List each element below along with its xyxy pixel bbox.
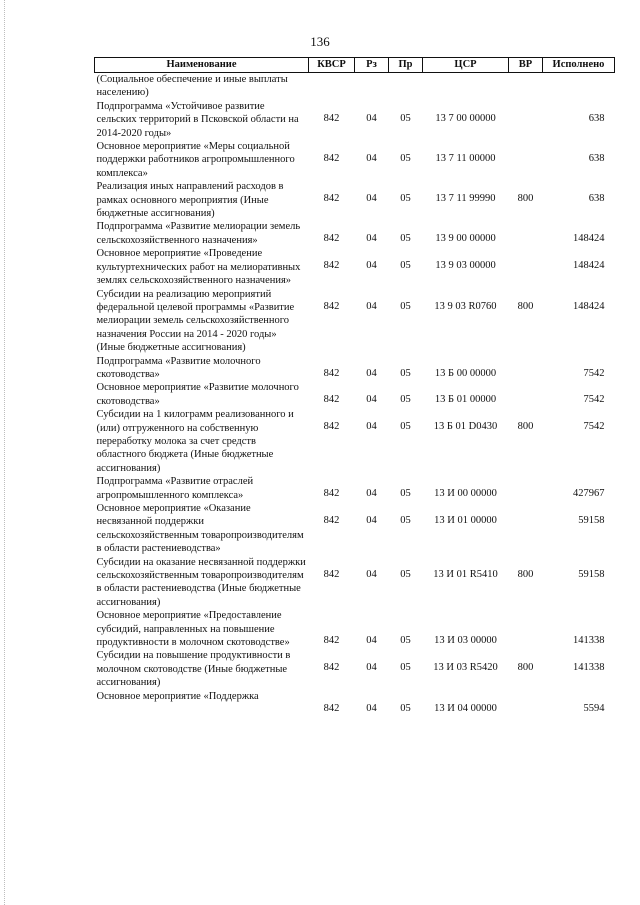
row-pr: 05 (400, 193, 411, 205)
row-name: Основное мероприятие «Меры социальной поддержки работников агропромышленного комплекса» (96, 141, 295, 179)
row-name: Основное мероприятие «Развитие молочного скотоводства» (96, 382, 299, 407)
row-executed: 148424 (573, 260, 605, 272)
row-executed: 638 (588, 193, 605, 205)
row-vr: 800 (517, 421, 534, 433)
row-csr: 13 9 00 00000 (435, 233, 496, 245)
row-name: Субсидии на 1 килограмм реализованного и (или) отгруженного на собственную переработку молока за счет средств областного бюджета (Иные бюджетные ассигнования) (96, 409, 294, 474)
row-vr: 800 (517, 193, 534, 205)
row-kvsr: 842 (323, 662, 340, 674)
table-row (95, 408, 615, 475)
row-vr (509, 100, 543, 140)
row-kvsr: 842 (323, 193, 340, 205)
row-executed: 7542 (583, 394, 605, 406)
row-pr: 05 (400, 153, 411, 165)
row-csr: 13 Б 00 00000 (434, 367, 497, 379)
table-row (95, 247, 615, 287)
table-row (95, 355, 615, 382)
row-vr: 800 (517, 662, 534, 674)
row-vr (509, 140, 543, 180)
row-name: Подпрограмма «Развитие мелиорации земель сельскохозяйственного назначения» (96, 221, 301, 246)
row-pr: 05 (400, 662, 411, 674)
row-name: Субсидии на повышение продуктивности в молочном скотоводстве (Иные бюджетные ассигнования) (96, 650, 291, 689)
row-vr (509, 220, 543, 247)
row-csr: 13 7 11 99990 (435, 193, 496, 205)
row-csr: 13 И 01 00000 (434, 515, 497, 526)
column-header-rz: Рз (355, 58, 389, 73)
row-rz: 04 (366, 568, 377, 580)
row-csr (423, 73, 509, 100)
row-kvsr: 842 (323, 702, 340, 714)
row-pr: 05 (400, 233, 411, 245)
row-kvsr: 842 (323, 300, 340, 312)
row-kvsr: 842 (323, 394, 340, 406)
table-row (95, 100, 615, 140)
row-vr (509, 355, 543, 382)
row-vr (509, 609, 543, 649)
row-kvsr: 842 (323, 260, 340, 272)
row-rz: 04 (366, 367, 377, 379)
row-rz: 04 (366, 394, 377, 406)
table-row (95, 180, 615, 220)
row-pr: 05 (400, 515, 411, 526)
row-csr: 13 7 00 00000 (435, 112, 496, 124)
row-executed: 141338 (573, 662, 605, 674)
row-name: Основное мероприятие «Проведение культуртехнических работ на мелиоративных землях сельскохозяйственного назначения» (96, 248, 301, 287)
row-kvsr: 842 (323, 421, 340, 433)
row-name: Реализация иных направлений расходов в рамках основного мероприятия (Иные бюджетные ассигнования) (96, 181, 284, 220)
row-executed: 141338 (573, 635, 605, 647)
row-name: Подпрограмма «Устойчивое развитие сельских территорий в Псковской области на 2014-2020 годы» (96, 100, 299, 139)
row-pr: 05 (400, 260, 411, 272)
row-pr: 05 (400, 421, 411, 433)
row-rz: 04 (366, 112, 377, 124)
row-executed: 5594 (583, 702, 605, 714)
row-rz (355, 73, 389, 100)
row-name: Основное мероприятие «Поддержка (96, 690, 259, 702)
row-vr (509, 475, 543, 502)
row-name: (Социальное обеспечение и иные выплаты населению) (96, 74, 288, 99)
row-vr: 800 (517, 568, 534, 580)
row-rz: 04 (366, 635, 377, 647)
row-csr: 13 И 03 R5420 (433, 662, 498, 674)
row-csr: 13 7 11 00000 (435, 153, 496, 165)
row-csr: 13 И 00 00000 (434, 488, 497, 500)
row-vr (509, 247, 543, 287)
row-rz: 04 (366, 260, 377, 272)
row-vr (509, 381, 543, 408)
row-rz: 04 (366, 193, 377, 205)
row-executed (543, 73, 615, 100)
row-rz: 04 (366, 702, 377, 714)
row-kvsr: 842 (323, 153, 340, 165)
page-number: 136 (310, 34, 330, 49)
row-pr: 05 (400, 300, 411, 312)
row-name: Подпрограмма «Развитие молочного скотоводства» (96, 355, 261, 380)
row-pr: 05 (400, 394, 411, 406)
row-rz: 04 (366, 233, 377, 245)
row-executed: 148424 (573, 233, 605, 245)
row-pr: 05 (400, 568, 411, 580)
row-pr: 05 (400, 702, 411, 714)
table-row (95, 690, 615, 715)
row-name: Основное мероприятие «Предоставление субсидий, направленных на повышение продуктивности в молочном скотоводстве» (96, 610, 290, 649)
row-kvsr: 842 (323, 367, 340, 379)
table-row (95, 220, 615, 247)
row-kvsr: 842 (323, 488, 340, 500)
row-executed: 59158 (578, 568, 605, 580)
row-csr: 13 9 03 00000 (435, 260, 496, 272)
row-kvsr: 842 (323, 635, 340, 647)
row-pr: 05 (400, 367, 411, 379)
row-executed: 148424 (573, 300, 605, 312)
row-rz: 04 (366, 488, 377, 500)
row-pr: 05 (400, 635, 411, 647)
row-vr (509, 73, 543, 100)
column-header-name: Наименование (95, 58, 309, 73)
row-name: Субсидии на реализацию мероприятий федеральной целевой программы «Развитие мелиорации земель сельскохозяйственного назначения России на 2014 - 2020 годы» (Иные бюджетные ассигнования) (96, 288, 295, 354)
row-name: Основное мероприятие «Оказание несвязанной поддержки сельскохозяйственным товаропроизводителям в области растениеводства» (96, 503, 304, 555)
table-row (95, 288, 615, 355)
row-vr (509, 502, 543, 556)
row-name: Подпрограмма «Развитие отраслей агропромышленного комплекса» (96, 476, 254, 501)
row-rz: 04 (366, 300, 377, 312)
row-pr: 05 (400, 112, 411, 124)
row-kvsr (309, 73, 355, 100)
row-csr: 13 И 03 00000 (434, 635, 497, 647)
row-rz: 04 (366, 421, 377, 433)
row-executed: 7542 (583, 367, 605, 379)
row-kvsr: 842 (323, 515, 340, 526)
row-csr: 13 Б 01 00000 (434, 394, 497, 406)
budget-execution-table (94, 57, 615, 715)
table-row (95, 73, 615, 100)
table-header-row (95, 58, 615, 73)
table-row (95, 502, 615, 556)
row-executed: 638 (588, 153, 605, 165)
column-header-pr: Пр (389, 58, 423, 73)
row-kvsr: 842 (323, 112, 340, 124)
row-executed: 7542 (583, 421, 605, 433)
row-csr: 13 Б 01 D0430 (433, 421, 498, 433)
row-pr: 05 (400, 488, 411, 500)
table-row (95, 556, 615, 610)
column-header-vr: ВР (509, 58, 543, 73)
row-kvsr: 842 (323, 568, 340, 580)
row-name: Субсидии на оказание несвязанной поддержки сельскохозяйственным товаропроизводителям в области растениеводства (Иные бюджетные ассигнования) (96, 556, 306, 608)
table-row (95, 475, 615, 502)
row-vr (509, 690, 543, 715)
row-rz: 04 (366, 662, 377, 674)
row-rz: 04 (366, 153, 377, 165)
row-pr (389, 73, 423, 100)
row-csr: 13 9 03 R0760 (434, 300, 497, 312)
column-header-executed: Исполнено (543, 58, 615, 73)
row-csr: 13 И 01 R5410 (433, 568, 498, 580)
row-csr: 13 И 04 00000 (434, 702, 497, 714)
table-row (95, 140, 615, 180)
row-executed: 638 (588, 112, 605, 124)
row-kvsr: 842 (323, 233, 340, 245)
table-row (95, 649, 615, 689)
scan-edge-artifact (4, 0, 8, 905)
table-row (95, 609, 615, 649)
row-executed: 59158 (578, 515, 605, 526)
row-vr: 800 (517, 300, 534, 312)
row-rz: 04 (366, 515, 377, 526)
row-executed: 427967 (573, 488, 605, 500)
column-header-kvsr: КВСР (309, 58, 355, 73)
column-header-csr: ЦСР (423, 58, 509, 73)
table-row (95, 381, 615, 408)
